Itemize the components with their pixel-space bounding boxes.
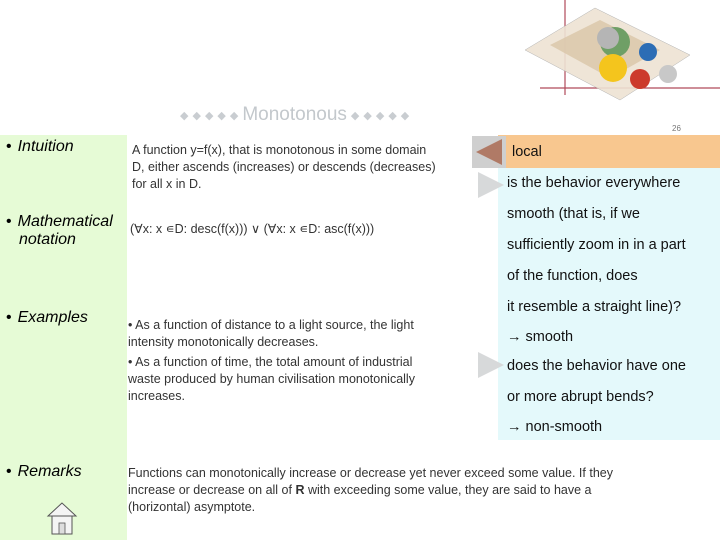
side-note-text: non-smooth <box>525 419 603 435</box>
example-line: waste produced by human civilisation monotonically <box>128 372 415 386</box>
play-arrow-button[interactable] <box>472 170 506 200</box>
decorative-logo-icon <box>520 0 720 105</box>
intuition-text <box>132 142 477 193</box>
section-remarks-label: Remarks <box>17 463 82 480</box>
play-arrow-button-2[interactable] <box>472 350 506 380</box>
section-notation-label: notation <box>19 231 76 248</box>
side-note-line: does the behavior have one <box>507 358 686 374</box>
notation-formula: (∀x: x ∊D: desc(f(x))) ∨ (∀x: x ∊D: asc(f(x))) <box>130 222 375 236</box>
side-note-line: is the behavior everywhere <box>507 175 681 191</box>
intuition-line: for all x in D. <box>132 177 202 191</box>
section-intuition: • Intuition <box>6 138 74 155</box>
slide-title-text: Monotonous <box>242 104 347 125</box>
example-item <box>128 317 458 351</box>
remarks-line: Functions can monotonically increase or decrease yet never exceed some value. If they <box>128 466 613 480</box>
side-note-line: it resemble a straight line)? <box>507 299 682 315</box>
side-note-text: smooth <box>525 329 574 345</box>
side-note-smooth <box>507 329 573 345</box>
side-note-line: or more abrupt bends? <box>507 389 654 405</box>
remarks-bold-r: R <box>295 483 305 497</box>
example-item <box>128 354 458 405</box>
section-remarks: • Remarks <box>6 463 82 480</box>
side-note-line: smooth (that is, if we <box>507 206 640 222</box>
remarks-line: (horizontal) asymptote. <box>128 500 256 514</box>
remarks-text <box>128 465 698 516</box>
example-line: • As a function of time, the total amount of industrial <box>128 355 413 369</box>
section-intuition-label: Intuition <box>17 138 74 155</box>
example-line: increases. <box>128 389 185 403</box>
side-note-line: sufficiently zoom in in a part <box>507 237 686 253</box>
local-label: local <box>512 144 542 160</box>
back-arrow-button[interactable] <box>472 136 506 168</box>
example-line: • As a function of distance to a light source, the light <box>128 318 414 332</box>
intuition-line: A function y=f(x), that is monotonous in some domain <box>132 143 427 157</box>
right-arrow-icon: → <box>507 419 522 435</box>
remarks-fragment: increase or decrease on all of <box>128 483 296 497</box>
home-button[interactable] <box>44 497 80 537</box>
slide-title: ◆ ◆ ◆ ◆ ◆ Monotonous ◆ ◆ ◆ ◆ ◆ <box>180 104 410 125</box>
example-line: intensity monotonically decreases. <box>128 335 319 349</box>
side-note-non-smooth <box>507 419 602 435</box>
side-note-line: of the function, does <box>507 268 638 284</box>
right-arrow-icon: → <box>507 329 522 345</box>
section-mathematical-notation: • Mathematical notation <box>6 213 113 248</box>
remarks-line <box>128 482 698 499</box>
section-examples: • Examples <box>6 309 88 326</box>
section-examples-label: Examples <box>17 309 88 326</box>
remarks-fragment: with exceeding some value, they are said to have a <box>304 483 592 497</box>
intuition-line: D, either ascends (increases) or descends (decreases) <box>132 160 436 174</box>
section-mathematical-label: Mathematical <box>17 213 113 230</box>
page-number: 26 <box>672 124 681 133</box>
